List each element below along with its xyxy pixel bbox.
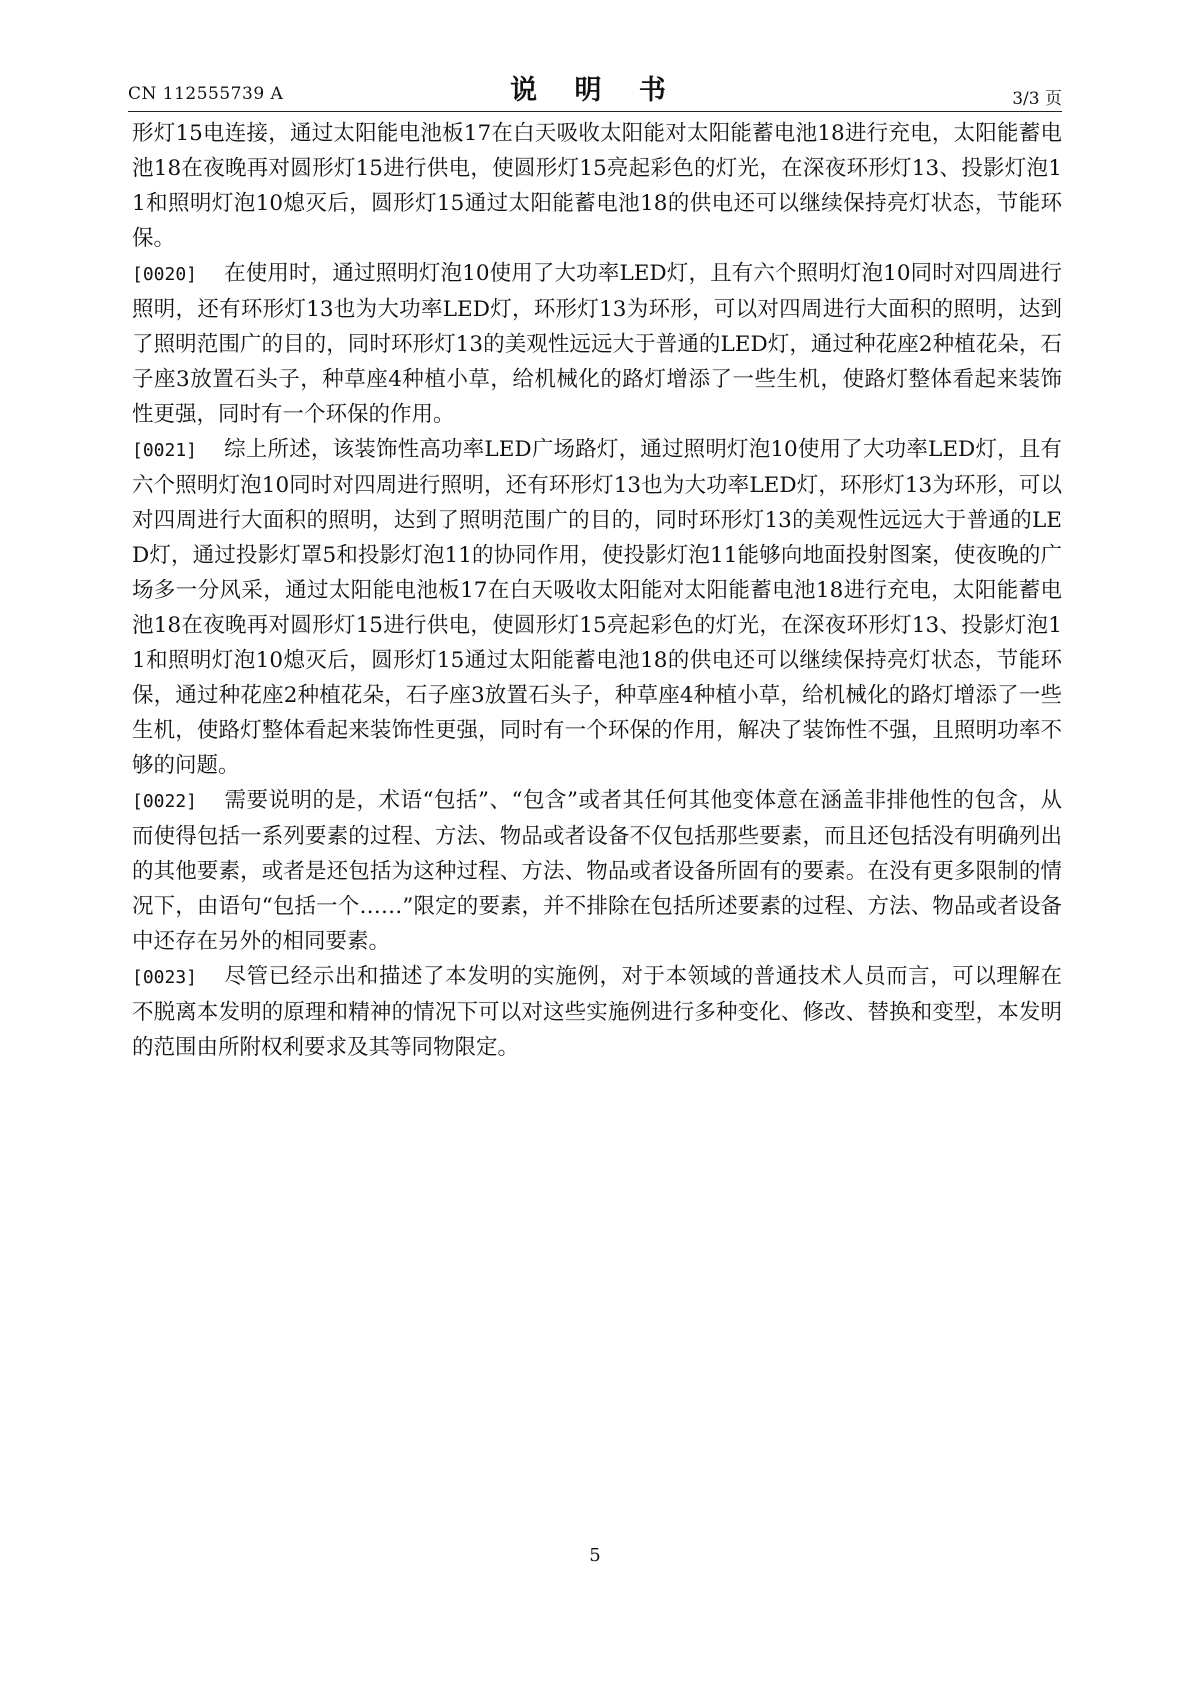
paragraph-text: 形灯15电连接，通过太阳能电池板17在白天吸收太阳能对太阳能蓄电池18进行充电，太阳能蓄电池18在夜晚再对圆形灯15进行供电，使圆形灯15亮起彩色的灯光，在深夜环形灯13、投影灯泡11和照明灯泡10熄灭后，圆形灯15通过太阳能蓄电池18的供电还可以继续保持亮灯状态，节能环保。 bbox=[132, 121, 1062, 251]
page-header bbox=[128, 66, 1062, 110]
paragraph-0022 bbox=[132, 783, 1062, 959]
paragraph-number: [0020] bbox=[132, 264, 198, 285]
document-body bbox=[132, 116, 1062, 1065]
document-number: CN 112555739 A bbox=[128, 84, 284, 104]
paragraph-continued bbox=[132, 116, 1062, 256]
paragraph-0021 bbox=[132, 432, 1062, 783]
paragraph-number: [0022] bbox=[132, 791, 198, 812]
paragraph-text: 综上所述，该装饰性高功率LED广场路灯，通过照明灯泡10使用了大功率LED灯，且有六个照明灯泡10同时对四周进行照明，还有环形灯13也为大功率LED灯，环形灯13为环形，可以对四周进行大面积的照明，达到了照明范围广的目的，同时环形灯13的美观性远远大于普通的LED灯，通过投影灯罩5和投影灯泡11的协同作用，使投影灯泡11能够向地面投射图案，使夜晚的广场多一分风采，通过太阳能电池板17在白天吸收太阳能对太阳能蓄电池18进行充电，太阳能蓄电池18在夜晚再对圆形灯15进行供电，使圆形灯15亮起彩色的灯光，在深夜环形灯13、投影灯泡11和照明灯泡10熄灭后，圆形灯15通过太阳能蓄电池18的供电还可以继续保持亮灯状态，节能环保，通过种花座2种植花朵，石子座3放置石头子，种草座4种植小草，给机械化的路灯增添了一些生机，使路灯整体看起来装饰性更强，同时有一个环保的作用，解决了装饰性不强，且照明功率不够的问题。 bbox=[132, 437, 1062, 778]
page-count: 3/3 页 bbox=[1012, 89, 1062, 109]
paragraph-0020 bbox=[132, 256, 1062, 432]
page-number: 5 bbox=[589, 1545, 601, 1566]
paragraph-text: 尽管已经示出和描述了本发明的实施例，对于本领域的普通技术人员而言，可以理解在不脱离本发明的原理和精神的情况下可以对这些实施例进行多种变化、修改、替换和变型，本发明的范围由所附权利要求及其等同物限定。 bbox=[132, 964, 1062, 1060]
paragraph-number: [0021] bbox=[132, 440, 198, 461]
paragraph-0023 bbox=[132, 959, 1062, 1065]
header-divider bbox=[128, 111, 1062, 112]
paragraph-text: 需要说明的是，术语“包括”、“包含”或者其任何其他变体意在涵盖非排他性的包含，从而使得包括一系列要素的过程、方法、物品或者设备不仅包括那些要素，而且还包括没有明确列出的其他要素，或者是还包括为这种过程、方法、物品或者设备所固有的要素。在没有更多限制的情况下，由语句“包括一个……”限定的要素，并不排除在包括所述要素的过程、方法、物品或者设备中还存在另外的相同要素。 bbox=[132, 788, 1062, 954]
document-title: 说 明 书 bbox=[510, 75, 680, 106]
paragraph-number: [0023] bbox=[132, 967, 198, 988]
paragraph-text: 在使用时，通过照明灯泡10使用了大功率LED灯，且有六个照明灯泡10同时对四周进行照明，还有环形灯13也为大功率LED灯，环形灯13为环形，可以对四周进行大面积的照明，达到了照明范围广的目的，同时环形灯13的美观性远远大于普通的LED灯，通过种花座2种植花朵，石子座3放置石头子，种草座4种植小草，给机械化的路灯增添了一些生机，使路灯整体看起来装饰性更强，同时有一个环保的作用。 bbox=[132, 261, 1062, 427]
